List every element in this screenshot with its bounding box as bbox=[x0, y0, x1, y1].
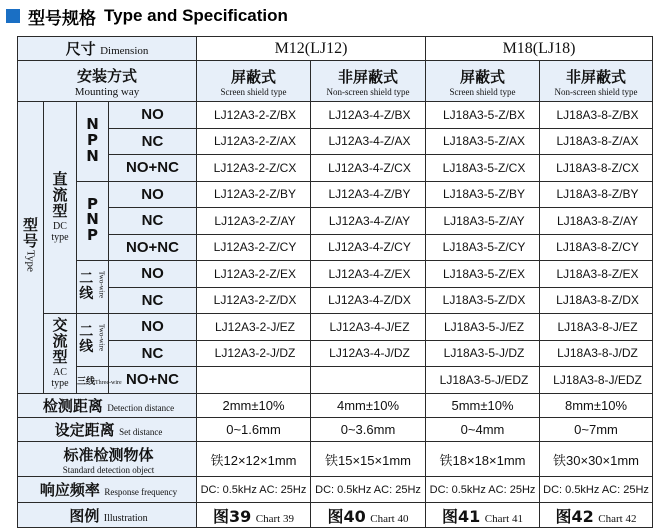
model-cell: LJ18A3-5-Z/AY bbox=[426, 208, 540, 234]
chart-ref[interactable]: 图40 Chart 40 bbox=[311, 503, 426, 528]
section-title-cn: 型号规格 bbox=[28, 8, 96, 29]
model-cell: LJ12A3-4-Z/CY bbox=[311, 234, 426, 260]
table-row bbox=[18, 287, 653, 313]
mounting-label: 安装方式 Mounting way bbox=[18, 61, 197, 102]
model-cell: LJ12A3-4-Z/CX bbox=[311, 155, 426, 181]
table-row bbox=[18, 367, 653, 393]
standard-object-value: 铁18×18×1mm bbox=[426, 442, 540, 477]
model-cell: LJ12A3-4-Z/AY bbox=[311, 208, 426, 234]
detection-row bbox=[18, 393, 653, 417]
model-cell: LJ12A3-4-Z/EX bbox=[311, 261, 426, 287]
signal-cell: NC bbox=[109, 287, 197, 313]
model-cell: LJ12A3-4-J/DZ bbox=[311, 340, 426, 366]
signal-cell: NO bbox=[109, 314, 197, 340]
section-header bbox=[6, 4, 288, 28]
ac-three-wire-label: 三线Three-wire bbox=[77, 367, 109, 393]
model-cell: LJ12A3-4-Z/DX bbox=[311, 287, 426, 313]
response-value: DC: 0.5kHz AC: 25Hz bbox=[540, 477, 653, 503]
illustration-label: 图例 Illustration bbox=[18, 503, 197, 528]
size-m18: M18(LJ18) bbox=[426, 37, 653, 61]
ac-two-wire-label: 二 线 Two-wire bbox=[77, 314, 109, 367]
signal-cell: NO bbox=[109, 261, 197, 287]
table-row bbox=[18, 261, 653, 287]
model-cell: LJ18A3-8-Z/CX bbox=[540, 155, 653, 181]
table-row bbox=[18, 128, 653, 154]
mounting-row bbox=[18, 61, 653, 102]
detection-value: 5mm±10% bbox=[426, 393, 540, 417]
model-cell: LJ12A3-2-Z/BY bbox=[197, 181, 311, 207]
model-cell: LJ12A3-2-Z/CX bbox=[197, 155, 311, 181]
signal-cell: NO bbox=[109, 102, 197, 128]
table-row bbox=[18, 102, 653, 128]
standard-object-value: 铁15×15×1mm bbox=[311, 442, 426, 477]
response-label: 响应频率 Response frequency bbox=[18, 477, 197, 503]
table-row bbox=[18, 234, 653, 260]
model-cell: LJ18A3-5-Z/BY bbox=[426, 181, 540, 207]
model-cell: LJ18A3-5-J/DZ bbox=[426, 340, 540, 366]
model-cell: LJ12A3-2-Z/BX bbox=[197, 102, 311, 128]
model-cell: LJ12A3-2-J/DZ bbox=[197, 340, 311, 366]
model-cell: LJ12A3-4-J/EZ bbox=[311, 314, 426, 340]
chart-ref[interactable]: 图39 Chart 39 bbox=[197, 503, 311, 528]
model-cell: LJ18A3-8-Z/AX bbox=[540, 128, 653, 154]
model-cell: LJ12A3-2-Z/EX bbox=[197, 261, 311, 287]
model-cell: LJ12A3-2-Z/CY bbox=[197, 234, 311, 260]
model-cell: LJ18A3-5-Z/CX bbox=[426, 155, 540, 181]
set-distance-value: 0~1.6mm bbox=[197, 417, 311, 441]
model-cell: LJ18A3-8-J/EDZ bbox=[540, 367, 653, 393]
model-cell: LJ18A3-8-Z/DX bbox=[540, 287, 653, 313]
model-cell bbox=[311, 367, 426, 393]
detection-value: 2mm±10% bbox=[197, 393, 311, 417]
response-value: DC: 0.5kHz AC: 25Hz bbox=[197, 477, 311, 503]
table-row bbox=[18, 314, 653, 340]
dimension-row bbox=[18, 37, 653, 61]
signal-cell: NO+NC bbox=[109, 155, 197, 181]
model-cell: LJ18A3-5-Z/AX bbox=[426, 128, 540, 154]
nonshield-type-1: 非屏蔽式 Non-screen shield type bbox=[311, 61, 426, 102]
model-cell: LJ18A3-8-Z/EX bbox=[540, 261, 653, 287]
table-row bbox=[18, 340, 653, 366]
signal-cell: NO bbox=[109, 181, 197, 207]
spec-table bbox=[17, 36, 653, 528]
model-cell: LJ18A3-8-Z/BY bbox=[540, 181, 653, 207]
model-cell: LJ12A3-2-Z/AX bbox=[197, 128, 311, 154]
standard-object-value: 铁30×30×1mm bbox=[540, 442, 653, 477]
model-cell: LJ18A3-8-J/DZ bbox=[540, 340, 653, 366]
model-cell: LJ18A3-5-J/EZ bbox=[426, 314, 540, 340]
size-m12: M12(LJ12) bbox=[197, 37, 426, 61]
model-cell: LJ12A3-4-Z/BX bbox=[311, 102, 426, 128]
signal-cell: NC bbox=[109, 128, 197, 154]
standard-object-label: 标准检测物体 Standard detection object bbox=[18, 442, 197, 477]
signal-cell: NO+NC bbox=[109, 234, 197, 260]
ac-type-label: 交 流 型 AC type bbox=[44, 314, 77, 393]
model-cell: LJ18A3-5-Z/DX bbox=[426, 287, 540, 313]
response-row bbox=[18, 477, 653, 503]
set-distance-value: 0~4mm bbox=[426, 417, 540, 441]
signal-cell: NC bbox=[109, 208, 197, 234]
response-value: DC: 0.5kHz AC: 25Hz bbox=[426, 477, 540, 503]
model-cell: LJ18A3-8-Z/CY bbox=[540, 234, 653, 260]
set-distance-row bbox=[18, 417, 653, 441]
detection-label: 检测距离 Detection distance bbox=[18, 393, 197, 417]
table-row bbox=[18, 208, 653, 234]
npn-label: N P N bbox=[77, 102, 109, 181]
square-bullet-icon bbox=[6, 9, 20, 23]
model-cell: LJ18A3-5-J/EDZ bbox=[426, 367, 540, 393]
detection-value: 4mm±10% bbox=[311, 393, 426, 417]
model-cell: LJ18A3-5-Z/CY bbox=[426, 234, 540, 260]
dc-two-wire-label: 二 线 Two-wire bbox=[77, 261, 109, 314]
signal-cell: NC bbox=[109, 340, 197, 366]
set-distance-value: 0~3.6mm bbox=[311, 417, 426, 441]
standard-object-value: 铁12×12×1mm bbox=[197, 442, 311, 477]
section-title-en: Type and Specification bbox=[104, 6, 288, 25]
type-label: 型 号 Type bbox=[18, 102, 44, 393]
model-cell: LJ18A3-8-Z/BX bbox=[540, 102, 653, 128]
model-cell: LJ12A3-4-Z/BY bbox=[311, 181, 426, 207]
response-value: DC: 0.5kHz AC: 25Hz bbox=[311, 477, 426, 503]
set-distance-value: 0~7mm bbox=[540, 417, 653, 441]
shield-type-1: 屏蔽式 Screen shield type bbox=[197, 61, 311, 102]
model-cell: LJ12A3-2-Z/AY bbox=[197, 208, 311, 234]
model-cell: LJ12A3-2-Z/DX bbox=[197, 287, 311, 313]
table-row bbox=[18, 155, 653, 181]
chart-ref[interactable]: 图41 Chart 41 bbox=[426, 503, 540, 528]
model-cell: LJ18A3-5-Z/EX bbox=[426, 261, 540, 287]
signal-cell: NO+NC bbox=[109, 367, 197, 393]
chart-ref[interactable]: 图42 Chart 42 bbox=[540, 503, 653, 528]
model-cell: LJ18A3-5-Z/BX bbox=[426, 102, 540, 128]
nonshield-type-2: 非屏蔽式 Non-screen shield type bbox=[540, 61, 653, 102]
detection-value: 8mm±10% bbox=[540, 393, 653, 417]
model-cell: LJ12A3-4-Z/AX bbox=[311, 128, 426, 154]
set-distance-label: 设定距离 Set distance bbox=[18, 417, 197, 441]
table-row bbox=[18, 181, 653, 207]
dc-type-label: 直 流 型 DC type bbox=[44, 102, 77, 314]
dimension-label: 尺寸 Dimension bbox=[18, 37, 197, 61]
model-cell: LJ12A3-2-J/EZ bbox=[197, 314, 311, 340]
model-cell: LJ18A3-8-J/EZ bbox=[540, 314, 653, 340]
standard-object-row bbox=[18, 442, 653, 477]
shield-type-2: 屏蔽式 Screen shield type bbox=[426, 61, 540, 102]
model-cell: LJ18A3-8-Z/AY bbox=[540, 208, 653, 234]
illustration-row bbox=[18, 503, 653, 528]
model-cell bbox=[197, 367, 311, 393]
pnp-label: P N P bbox=[77, 181, 109, 260]
